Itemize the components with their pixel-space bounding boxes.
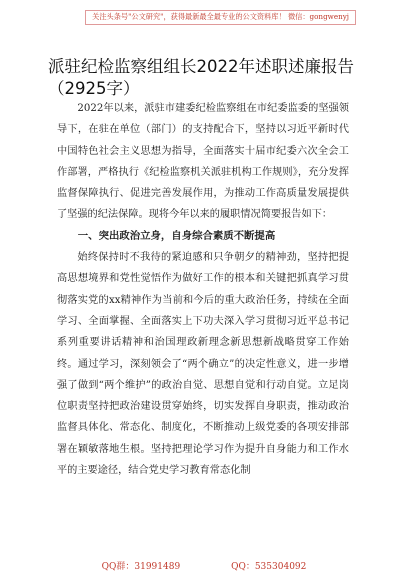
document-title: 派驻纪检监察组组长2022年述职述廉报告（2925字） (48, 57, 354, 98)
footer-qq-group: QQ群：31991489 (101, 562, 181, 572)
intro-paragraph: 2022年以来，派驻市建委纪检监察组在市纪委监委的坚强领导下，在驻在单位（部门）的支持配合下，坚持以习近平新时代中国特色社会主义思想为指导，全面落实十届市纪委六次全会工作部署，严格执行《纪检监察机关派驻机构工作规则》，充分发挥监督保障执行、促进完善发展作用，为推动工作高质量发展提供了坚强的纪法保障。现将今年以来的履职情况简要报告如下： (57, 103, 349, 221)
section-paragraph: 始终保持时不我待的紧迫感和只争朝夕的精神劲，坚持把提高思想境界和党性觉悟作为做好工作的根本和关键把抓真学习贯彻落实党的xx精神作为当前和今后的重大政治任务，持续在全面学习、全面掌握、全面落实上下功夫深入学习贯彻习近平总书记系列重要讲话精神和治国理政新理念新思想新战略贯穿工作始终。通过学习，深刻领会了“两个确立”的决定性意义，进一步增强了做到“两个维护”的政治自觉、思想自觉和行动自觉。立足岗位职责坚持把政治建设贯穿始终，切实发挥自身职责，推动政治监督具体化、常态化、制度化，不断推动上级党委的各项安排部署在颖敏落地生根。坚持把理论学习作为提升自身能力和工作水平的主要途径，结合党史学习教育常态化制 (57, 252, 349, 477)
document-body (57, 98, 349, 481)
footer-qq-contact: QQ：535304092 (231, 562, 307, 572)
section-heading: 一、突出政治立身，自身综合素质不断提高 (77, 229, 276, 242)
footer (0, 560, 408, 574)
promo-banner: 关注头条号"公文研究"，获得最新最全最专业的公文资料库！ 微信：gongwenyj (85, 10, 356, 25)
